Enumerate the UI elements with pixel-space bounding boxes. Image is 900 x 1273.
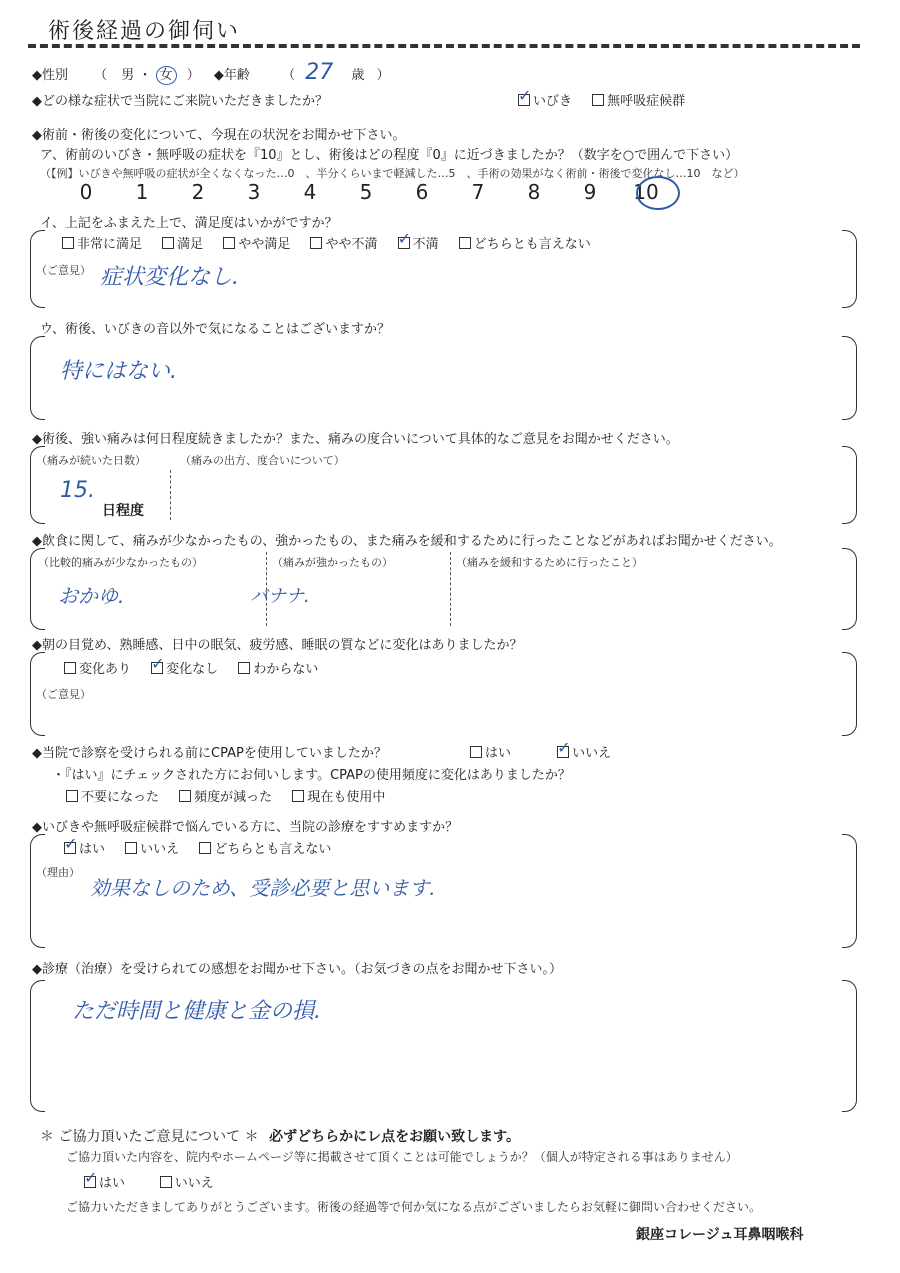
opinion-label: （ご意見） (36, 688, 91, 701)
satisfaction-option[interactable]: 非常に満足 (62, 233, 142, 252)
scale-10[interactable]: 10 (633, 180, 659, 204)
checkbox-icon[interactable] (160, 1176, 172, 1188)
food-col1-label: （比較的痛みが少なかったもの） (38, 556, 203, 569)
scale-0[interactable]: 0 (79, 180, 93, 204)
age-close: ） (376, 68, 390, 83)
cpap-option-no[interactable]: ✓ いいえ (557, 742, 611, 761)
pain-days-label: （痛みが続いた日数） (36, 454, 146, 467)
checkbox-icon[interactable] (151, 662, 163, 674)
pain-detail-label: （痛みの出方、度合いについて） (180, 454, 345, 467)
other-question: ウ、術後、いびきの音以外で気になることはございますか？ (40, 322, 390, 337)
satisfaction-option[interactable]: 満足 (162, 233, 203, 252)
scale-7[interactable]: 7 (471, 180, 485, 204)
recommend-reason[interactable]: 効果なしのため、受診必要と思います. (90, 876, 436, 900)
checkbox-icon[interactable] (64, 842, 76, 854)
column-divider (450, 552, 451, 626)
age-open: （ (282, 68, 296, 83)
checkbox-icon[interactable] (557, 746, 569, 758)
pain-question: ◆術後、強い痛みは何日程度続きましたか？また、痛みの度合いについて具体的なご意見をお聞かせください。 (32, 432, 679, 447)
other-answer[interactable]: 特にはない. (60, 359, 177, 384)
checkbox-icon[interactable] (292, 790, 304, 802)
consent-options (84, 1172, 230, 1191)
scale-9[interactable]: 9 (583, 180, 597, 204)
recommend-question: ◆いびきや無呼吸症候群で悩んでいる方に、当院の診療をすすめますか？ (32, 820, 459, 835)
bracket-left (30, 834, 45, 948)
cpap-sub-option[interactable]: 不要になった (66, 786, 159, 805)
gender-close: ） (186, 68, 200, 83)
satisfaction-option[interactable]: やや不満 (310, 233, 377, 252)
pain-days-unit: 日程度 (102, 503, 144, 519)
gender-open: （ (94, 68, 108, 83)
recommend-option[interactable]: いいえ (125, 838, 179, 857)
symptom-question: ◆どの様な症状で当院にご来院いただきましたか？ (32, 94, 328, 109)
scale-5[interactable]: 5 (359, 180, 373, 204)
consent-option-yes[interactable]: ✓はい (84, 1172, 125, 1191)
scale-3[interactable]: 3 (247, 180, 261, 204)
pain-days-value[interactable]: 15. (60, 478, 95, 503)
recommend-option[interactable]: ✓はい (64, 838, 105, 857)
scale-6[interactable]: 6 (415, 180, 429, 204)
satisfaction-answer[interactable]: 症状変化なし. (100, 265, 239, 290)
bracket-right (842, 980, 857, 1112)
cpap-sub-option[interactable]: 頻度が減った (179, 786, 272, 805)
gender-female[interactable]: 女 (156, 66, 177, 85)
scale-4[interactable]: 4 (303, 180, 317, 204)
checkbox-icon[interactable] (179, 790, 191, 802)
sleep-question: ◆朝の目覚め、熟睡感、日中の眠気、疲労感、睡眠の質などに変化はありましたか？ (32, 638, 523, 653)
severity-scale (58, 180, 674, 204)
checkbox-icon[interactable] (223, 237, 235, 249)
bracket-right (842, 548, 857, 630)
checkbox-icon[interactable] (162, 237, 174, 249)
reason-label: （理由） (36, 866, 80, 879)
checkbox-icon[interactable] (518, 94, 530, 106)
scale-1[interactable]: 1 (135, 180, 149, 204)
sleep-option[interactable]: ✓ 変化なし (151, 658, 218, 677)
footer-thanks: ご協力いただきましてありがとうございます。術後の経過等で何か気になる点がございましたらお気軽に御問い合わせください。 (66, 1200, 762, 1214)
cpap-subquestion: ・『はい』にチェックされた方にお伺いします。CPAPの使用頻度に変化はありましたか？ (52, 768, 571, 783)
scale-8[interactable]: 8 (527, 180, 541, 204)
opinion-label: （ご意見） (36, 264, 91, 277)
checkbox-icon[interactable] (66, 790, 78, 802)
impression-question: ◆診療（治療）を受けられての感想をお聞かせ下さい。（お気づきの点をお聞かせ下さい。） (32, 962, 562, 977)
cpap-question: ◆当院で診察を受けられる前にCPAPを使用していましたか？ (32, 746, 387, 761)
footer-note-text: ＊ ご協力頂いたご意見について ＊ (40, 1129, 259, 1145)
age-label: ◆年齢 (213, 68, 250, 83)
food-col2-label: （痛みが強かったもの） (272, 556, 393, 569)
age-value[interactable]: 27 (305, 60, 334, 85)
gender-male[interactable]: 男 (121, 68, 135, 83)
change-subquestion: ア、術前のいびき・無呼吸の症状を『10』とし、術後はどの程度『0』に近づきましたか？（数字を○で囲んで下さい） (40, 148, 739, 163)
recommend-option[interactable]: どちらとも言えない (199, 838, 331, 857)
consent-option-no[interactable]: いいえ (160, 1172, 214, 1191)
gender-dot: ・ (138, 68, 152, 83)
cpap-option-yes[interactable]: はい (470, 742, 511, 761)
symptom-options (518, 90, 701, 109)
bracket-left (30, 980, 45, 1112)
footer-note (40, 1126, 520, 1146)
checkbox-icon[interactable] (398, 237, 410, 249)
column-divider (170, 470, 171, 520)
checkbox-icon[interactable] (459, 237, 471, 249)
bracket-right (842, 652, 857, 736)
satisfaction-option[interactable]: やや満足 (223, 233, 290, 252)
food-col1-answer[interactable]: おかゆ. (58, 584, 125, 608)
recommend-options (64, 838, 347, 857)
bracket-right (842, 230, 857, 308)
sleep-options (64, 658, 334, 677)
satisfaction-question: イ、上記をふまえた上で、満足度はいかがですか？ (40, 216, 338, 231)
checkbox-icon[interactable] (84, 1176, 96, 1188)
scale-2[interactable]: 2 (191, 180, 205, 204)
footer-consent-question: ご協力頂いた内容を、院内やホームページ等に掲載させて頂くことは可能でしょうか？（個人が特定される事はありません） (66, 1150, 738, 1164)
symptom-option-apnea[interactable]: 無呼吸症候群 (592, 90, 685, 109)
bracket-right (842, 446, 857, 524)
selected-circle (636, 176, 680, 210)
profile-row (32, 60, 390, 85)
satisfaction-option[interactable]: ✓ 不満 (398, 233, 439, 252)
food-question: ◆飲食に関して、痛みが少なかったもの、強かったもの、また痛みを緩和するために行ったことなどがあればお聞かせください。 (32, 534, 782, 549)
bracket-right (842, 834, 857, 948)
title-divider (28, 44, 860, 48)
checkbox-icon[interactable] (592, 94, 604, 106)
change-example: （【例】いびきや無呼吸の症状が全くなくなった…0 、半分くらいまで軽減した…5 、手術の効果がなく術前・術後で変化なし…10 など） (40, 167, 745, 180)
cpap-options (470, 742, 627, 761)
clinic-name: 銀座コレージュ耳鼻咽喉科 (636, 1227, 804, 1243)
symptom-option-snoring[interactable]: ✓ いびき (518, 90, 572, 109)
bracket-right (842, 336, 857, 420)
satisfaction-option[interactable]: どちらとも言えない (459, 233, 591, 252)
change-question: ◆術前・術後の変化について、今現在の状況をお聞かせ下さい。 (32, 128, 406, 143)
age-unit: 歳 (351, 68, 365, 83)
satisfaction-options (62, 233, 607, 252)
checkbox-icon[interactable] (62, 237, 74, 249)
bracket-left (30, 336, 45, 420)
checkbox-icon[interactable] (64, 662, 76, 674)
cpap-sub-options (66, 786, 401, 805)
footer-note-bold: 必ずどちらかにレ点をお願い致します。 (269, 1129, 520, 1145)
page-title: 術後経過の御伺い (48, 19, 241, 44)
food-col2-answer[interactable]: バナナ. (250, 586, 310, 607)
checkbox-icon[interactable] (470, 746, 482, 758)
cpap-sub-option[interactable]: 現在も使用中 (292, 786, 385, 805)
gender-label: ◆性別 (32, 68, 68, 83)
checkbox-icon[interactable] (238, 662, 250, 674)
checkbox-icon[interactable] (310, 237, 322, 249)
checkbox-icon[interactable] (125, 842, 137, 854)
food-col3-label: （痛みを緩和するために行ったこと） (456, 556, 643, 569)
sleep-option[interactable]: 変化あり (64, 658, 131, 677)
checkbox-icon[interactable] (199, 842, 211, 854)
sleep-option[interactable]: わからない (238, 658, 318, 677)
impression-answer[interactable]: ただ時間と健康と金の損. (72, 999, 321, 1024)
